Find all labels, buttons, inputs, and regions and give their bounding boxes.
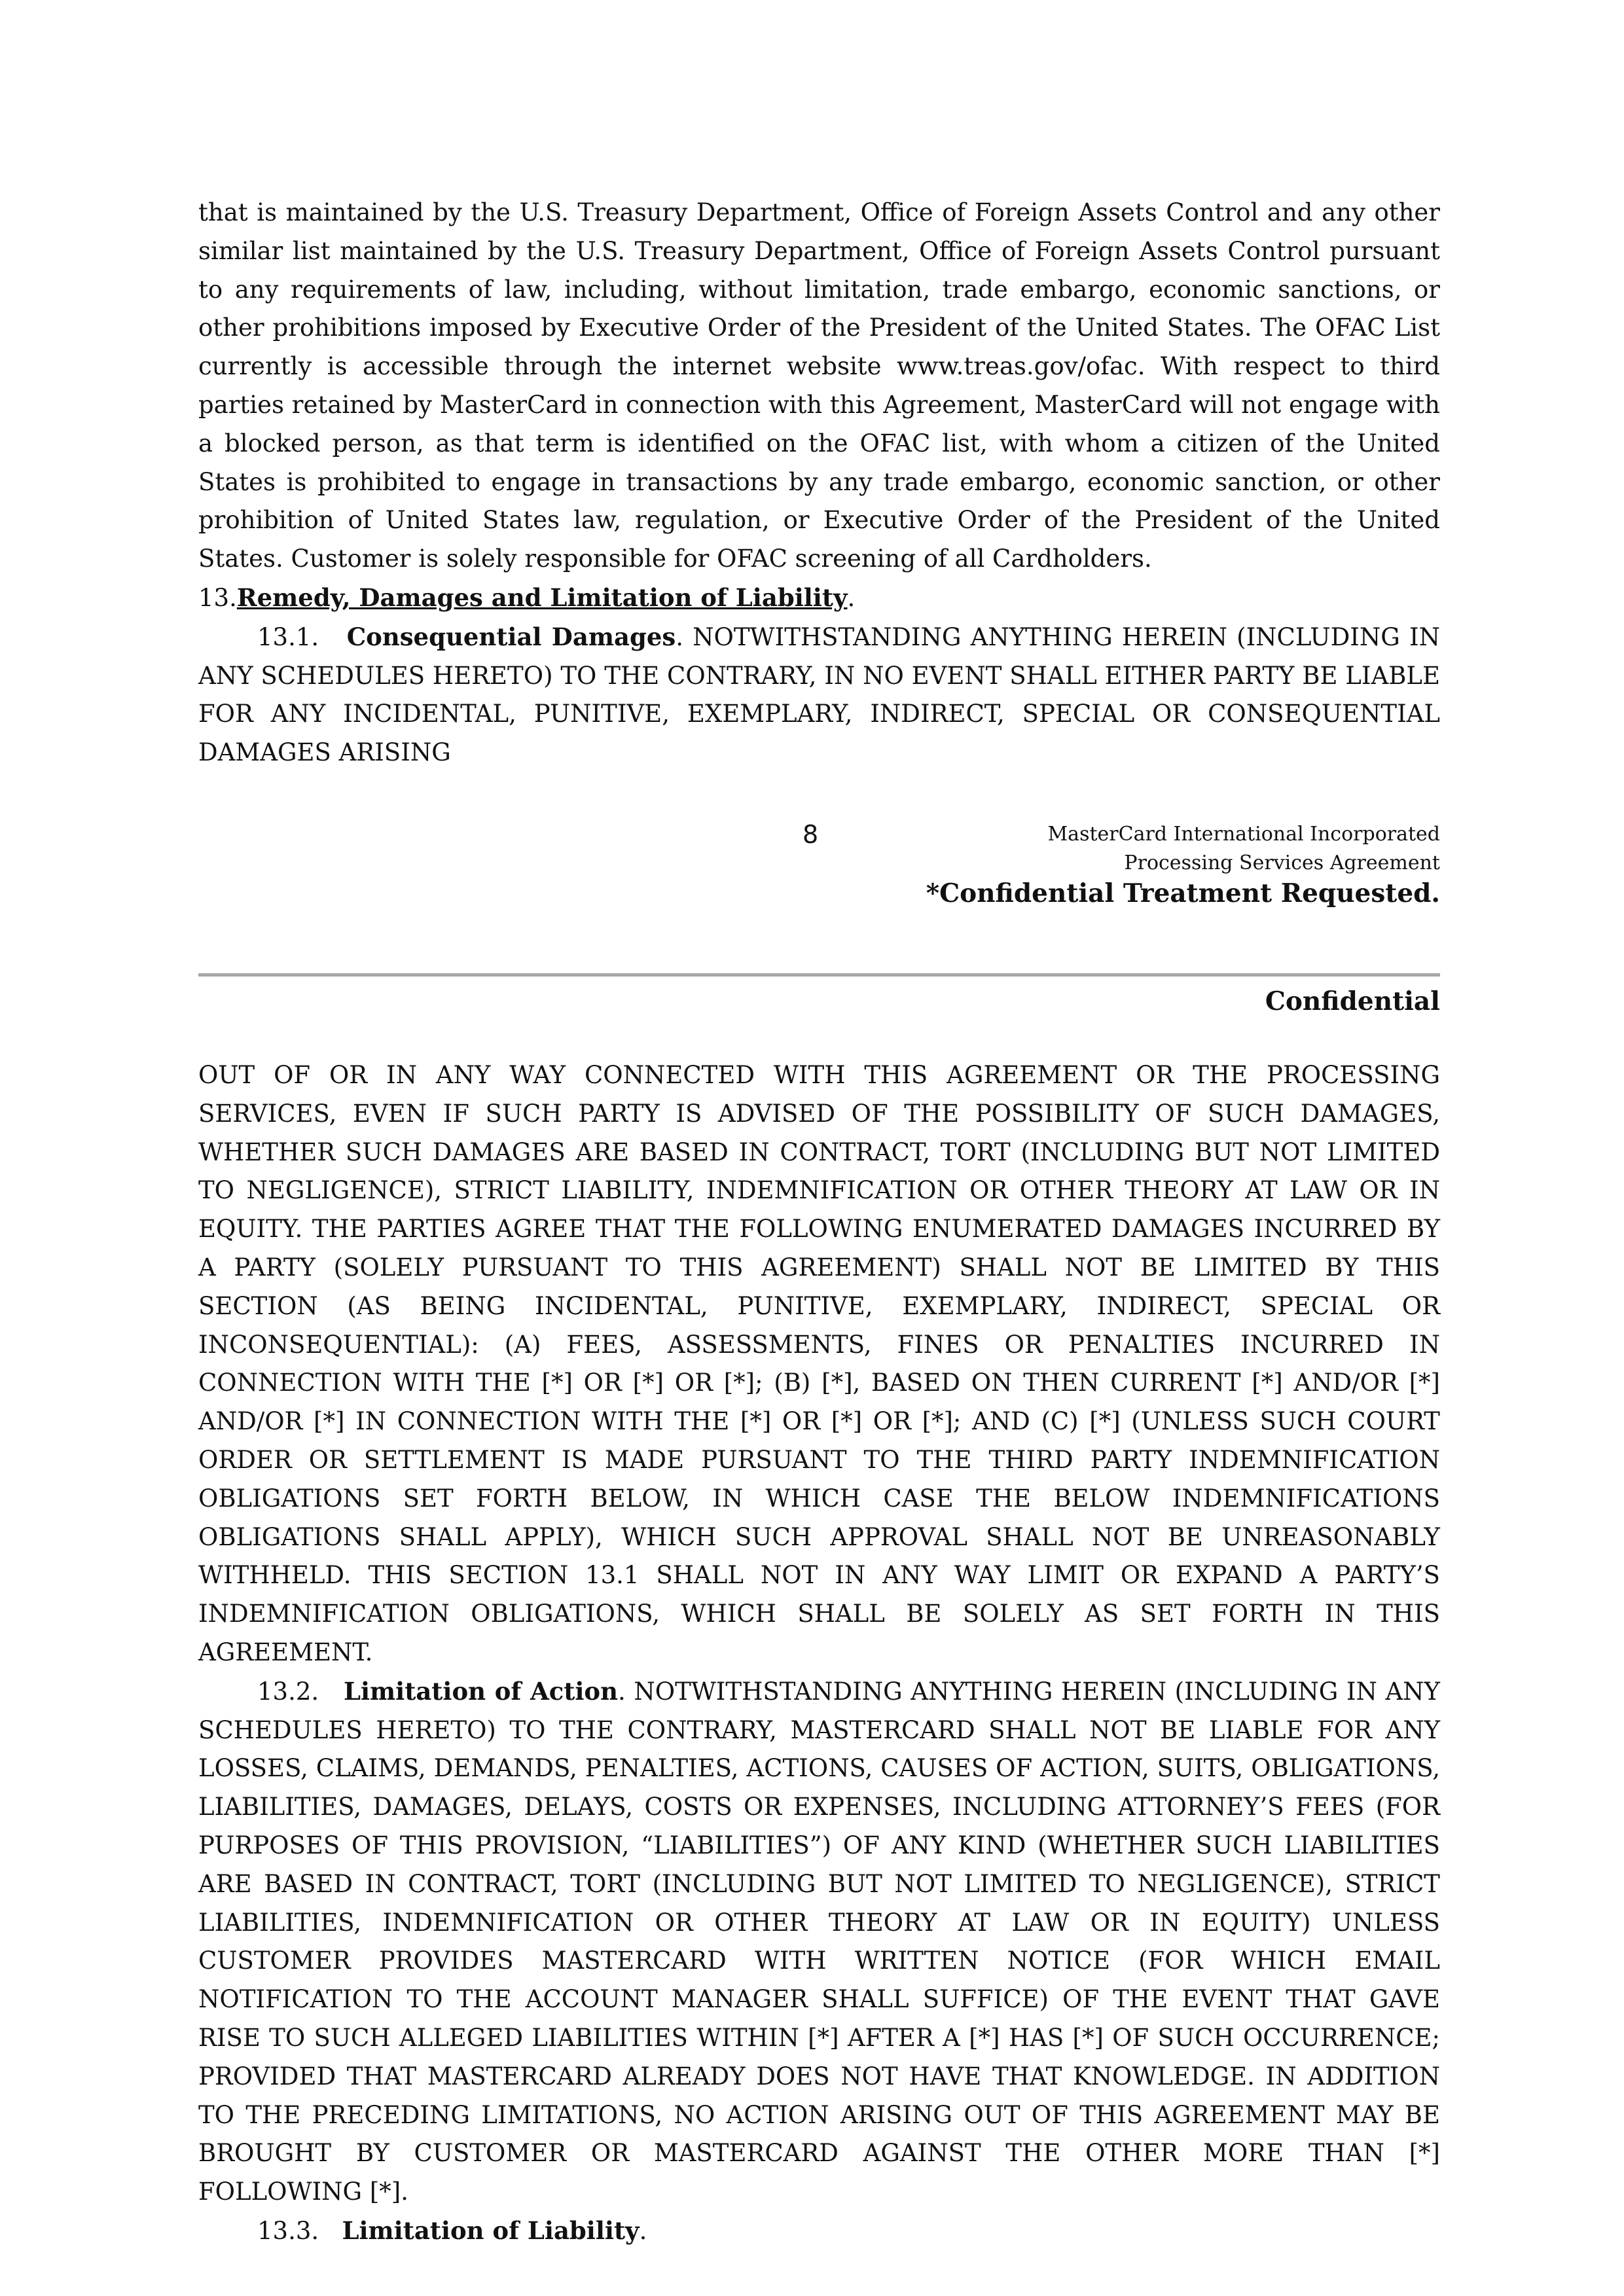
ofac-paragraph: that is maintained by the U.S. Treasury Department, Office of Foreign Assets Control and any other similar list maintained by the U.S. Treasury Department, Office of Foreign Assets Control pursuant to any requirements of law, including, without limitation, trade embargo, economic sanctions, or other prohibitions imposed by Executive Order of the President of the United States. The OFAC List currently is accessible through the internet website www.treas.gov/ofac. With respect to third parties retained by MasterCard in connection with this Agreement, MasterCard will not engage with a blocked person, as that term is identified on the OFAC list, with whom a citizen of the United States is prohibited to engage in transactions by any trade embargo, economic sanction, or other prohibition of United States law, regulation, or Executive Order of the President of the United States. Customer is solely responsible for OFAC screening of all Cardholders. xyxy=(198,198,1440,573)
section-13-3-paragraph xyxy=(198,2212,1440,2251)
section-13-heading xyxy=(198,579,1440,618)
section-13-2-number: 13.2. xyxy=(257,1677,319,1706)
confidential-header: Confidential xyxy=(1265,986,1440,1016)
section-13-1-paragraph xyxy=(198,618,1440,772)
section-13-1-continued: OUT OF OR IN ANY WAY CONNECTED WITH THIS AGREEMENT OR THE PROCESSING SERVICES, EVEN IF SUCH PARTY IS ADVISED OF THE POSSIBILITY OF SUCH DAMAGES, WHETHER SUCH DAMAGES ARE BASED IN CONTRACT, TORT (INCLUDING BUT NOT LIMITED TO NEGLIGENCE), STRICT LIABILITY, INDEMNIFICATION OR OTHER THEORY AT LAW OR IN EQUITY. THE PARTIES AGREE THAT THE FOLLOWING ENUMERATED DAMAGES INCURRED BY A PARTY (SOLELY PURSUANT TO THIS AGREEMENT) SHALL NOT BE LIMITED BY THIS SECTION (AS BEING INCIDENTAL, PUNITIVE, EXEMPLARY, INDIRECT, SPECIAL OR INCONSEQUENTIAL): (A) FEES, ASSESSMENTS, FINES OR PENALTIES INCURRED IN CONNECTION WITH THE [*] OR [*] OR [*]; (B) [*], BASED ON THEN CURRENT [*] AND/OR [*] AND/OR [*] IN CONNECTION WITH THE [*] OR [*] OR [*]; AND (C) [*] (UNLESS SUCH COURT ORDER OR SETTLEMENT IS MADE PURSUANT TO THE THIRD PARTY INDEMNIFICATION OBLIGATIONS SET FORTH BELOW, IN WHICH CASE THE BELOW INDEMNIFICATIONS OBLIGATIONS SHALL APPLY), WHICH SUCH APPROVAL SHALL NOT BE UNREASONABLY WITHHELD. THIS SECTION 13.1 SHALL NOT IN ANY WAY LIMIT OR EXPAND A PARTY’S INDEMNIFICATION OBLIGATIONS, WHICH SHALL BE SOLELY AS SET FORTH IN THIS AGREEMENT. xyxy=(198,1061,1440,1666)
section-13-3-period: . xyxy=(639,2216,647,2245)
section-13-2-title: Limitation of Action xyxy=(343,1676,619,1706)
section-13-2-text: . NOTWITHSTANDING ANYTHING HEREIN (INCLUDING IN ANY SCHEDULES HERETO) TO THE CONTRARY, MASTERCARD SHALL NOT BE LIABLE FOR ANY LOSSES, CLAIMS, DEMANDS, PENALTIES, ACTIONS, CAUSES OF ACTION, SUITS, OBLIGATIONS, LIABILITIES, DAMAGES, DELAYS, COSTS OR EXPENSES, INCLUDING ATTORNEY’S FEES (FOR PURPOSES OF THIS PROVISION, “LIABILITIES”) OF ANY KIND (WHETHER SUCH LIABILITIES ARE BASED IN CONTRACT, TORT (INCLUDING BUT NOT LIMITED TO NEGLIGENCE), STRICT LIABILITIES, INDEMNIFICATION OR OTHER THEORY AT LAW OR IN EQUITY) UNLESS CUSTOMER PROVIDES MASTERCARD WITH WRITTEN NOTICE (FOR WHICH EMAIL NOTIFICATION TO THE ACCOUNT MANAGER SHALL SUFFICE) OF THE EVENT THAT GAVE RISE TO SUCH ALLEGED LIABILITIES WITHIN [*] AFTER A [*] HAS [*] OF SUCH OCCURRENCE; PROVIDED THAT MASTERCARD ALREADY DOES NOT HAVE THAT KNOWLEDGE. IN ADDITION TO THE PRECEDING LIMITATIONS, NO ACTION ARISING OUT OF THIS AGREEMENT MAY BE BROUGHT BY CUSTOMER OR MASTERCARD AGAINST THE OTHER MORE THAN [*] FOLLOWING [*]. xyxy=(198,1677,1440,2206)
footer-company xyxy=(1047,820,1440,878)
section-13-period: . xyxy=(847,583,856,612)
section-13-3-title: Limitation of Liability xyxy=(342,2215,640,2245)
section-13-1-text: . NOTWITHSTANDING ANYTHING HEREIN (INCLUDING IN ANY SCHEDULES HERETO) TO THE CONTRARY, IN NO EVENT SHALL EITHER PARTY BE LIABLE FOR ANY INCIDENTAL, PUNITIVE, EXEMPLARY, INDIRECT, SPECIAL OR CONSEQUENTIAL DAMAGES ARISING xyxy=(198,622,1440,767)
page-number: 8 xyxy=(803,820,819,849)
section-13-number: 13. xyxy=(198,583,237,612)
footer-company-name: MasterCard International Incorporated xyxy=(1047,823,1440,846)
section-13-1-title: Consequential Damages xyxy=(346,622,676,651)
page2-body xyxy=(198,1056,1440,2251)
page1-body xyxy=(198,194,1440,772)
page-divider xyxy=(198,973,1440,977)
footer-agreement-name: Processing Services Agreement xyxy=(1124,852,1440,874)
section-13-2-paragraph xyxy=(198,1672,1440,2212)
section-13-1-number: 13.1. xyxy=(257,622,319,651)
confidential-treatment-requested: *Confidential Treatment Requested. xyxy=(926,878,1440,908)
section-13-3-number: 13.3. xyxy=(257,2216,319,2245)
section-13-title: Remedy, Damages and Limitation of Liability xyxy=(236,583,848,612)
